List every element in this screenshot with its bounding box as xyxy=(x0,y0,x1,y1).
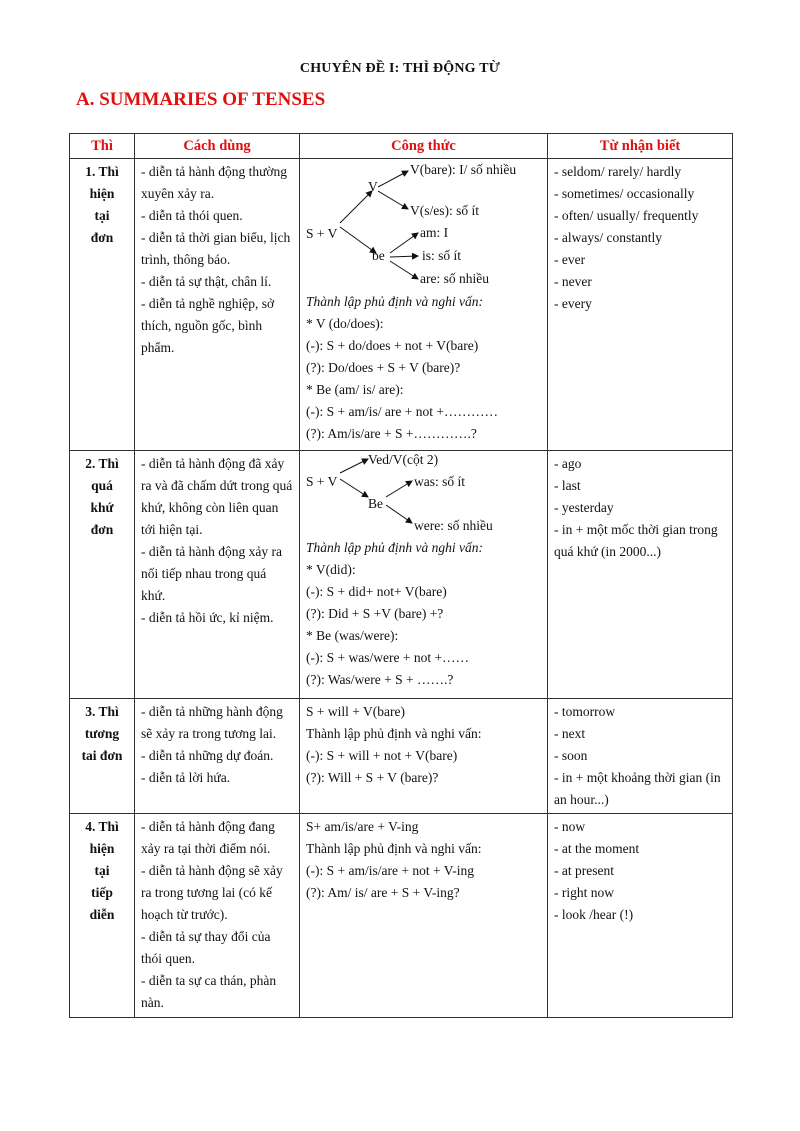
arrow-to-be xyxy=(340,227,376,253)
signal-item: - often/ usually/ frequently xyxy=(554,208,699,223)
formula-line: Thành lập phủ định và nghi vấn: xyxy=(306,294,483,309)
tense-name-cell xyxy=(70,814,135,1018)
arrow-to-are xyxy=(390,261,418,279)
tense-name-line: 1. Thì xyxy=(85,164,119,179)
tense-name-line: khứ xyxy=(90,500,114,515)
tense-name-cell xyxy=(70,159,135,451)
signal-item: - seldom/ rarely/ hardly xyxy=(554,164,682,179)
formula-cell xyxy=(300,159,548,451)
signal-item: - every xyxy=(554,296,592,311)
signal-item: - ever xyxy=(554,252,586,267)
tense-name-line: tai đơn xyxy=(81,748,123,763)
formula-line: (-): S + am/is/ are + not +………… xyxy=(306,404,498,419)
formula-line: * Be (was/were): xyxy=(306,628,399,643)
arrow-to-ved xyxy=(340,459,368,473)
arrow-to-v-ses xyxy=(378,191,408,209)
diagram-v-ses: V(s/es): số ít xyxy=(410,203,479,218)
formula-line: (-): S + will + not + V(bare) xyxy=(306,748,458,763)
signal-item: - always/ constantly xyxy=(554,230,662,245)
signal-item: - now xyxy=(554,819,586,834)
usage-item: - diễn tả hồi ức, kỉ niệm. xyxy=(141,610,274,625)
formula-line: Thành lập phủ định và nghi vấn: xyxy=(306,841,482,856)
usage-item: - diễn tả sự thật, chân lí. xyxy=(141,274,272,289)
diagram-be: Be xyxy=(368,496,383,511)
present-simple-diagram xyxy=(306,161,542,291)
arrow-to-be xyxy=(340,479,368,497)
diagram-root: S + V xyxy=(306,474,338,489)
diagram-were: were: số nhiều xyxy=(414,518,493,533)
arrow-to-v-bare xyxy=(378,171,408,187)
arrow-to-were xyxy=(386,505,412,523)
diagram-v-bare: V(bare): I/ số nhiều xyxy=(410,162,517,177)
formula-line: * V (do/does): xyxy=(306,316,384,331)
signal-item: - sometimes/ occasionally xyxy=(554,186,695,201)
header-usage: Cách dùng xyxy=(135,134,300,159)
usage-item: - diễn tả sự thay đổi của thói quen. xyxy=(141,929,271,966)
usage-item: - diễn tả thời gian biểu, lịch trình, thông báo. xyxy=(141,230,291,267)
table-row xyxy=(70,699,733,814)
header-tense: Thì xyxy=(70,134,135,159)
formula-line: S+ am/is/are + V-ing xyxy=(306,819,419,834)
diagram-be: be xyxy=(372,248,385,263)
tense-name-line: đơn xyxy=(90,230,114,245)
formula-line: (?): Was/were + S + …….? xyxy=(306,672,454,687)
signal-item: - next xyxy=(554,726,586,741)
signals-cell xyxy=(548,699,733,814)
formula-line: (?): Will + S + V (bare)? xyxy=(306,770,439,785)
formula-cell xyxy=(300,814,548,1018)
usage-item: - diễn tả lời hứa. xyxy=(141,770,231,785)
signal-item: - in + một mốc thời gian trong quá khứ (in 2000...) xyxy=(554,522,718,559)
tense-name-cell xyxy=(70,451,135,699)
header-signals: Từ nhận biết xyxy=(548,134,733,159)
usage-item: - diễn tả hành động đã xảy ra và đã chấm dứt trong quá khứ, không còn liên quan tới hiện tại. xyxy=(141,456,293,537)
table-row xyxy=(70,159,733,451)
tense-name-line: hiện xyxy=(89,186,115,201)
usage-item: - diễn tả những hành động sẽ xảy ra trong tương lai. xyxy=(141,704,283,741)
tense-name-line: quá xyxy=(91,478,113,493)
formula-line: (-): S + am/is/are + not + V-ing xyxy=(306,863,474,878)
tense-name-line: tiếp xyxy=(91,885,113,900)
usage-cell xyxy=(135,814,300,1018)
signals-cell xyxy=(548,159,733,451)
header-formula: Công thức xyxy=(300,134,548,159)
signal-item: - yesterday xyxy=(554,500,614,515)
formula-line: S + will + V(bare) xyxy=(306,704,405,719)
signal-item: - last xyxy=(554,478,581,493)
formula-line: (-): S + did+ not+ V(bare) xyxy=(306,584,447,599)
arrow-to-is xyxy=(390,256,418,257)
table-header-row xyxy=(70,134,733,159)
usage-item: - diễn tả thói quen. xyxy=(141,208,243,223)
tenses-table xyxy=(69,133,733,1018)
formula-line: * Be (am/ is/ are): xyxy=(306,382,404,397)
signal-item: - look /hear (!) xyxy=(554,907,634,922)
signal-item: - in + một khoảng thời gian (in an hour...) xyxy=(554,770,721,807)
tense-name-line: tại xyxy=(94,863,110,878)
formula-line: Thành lập phủ định và nghi vấn: xyxy=(306,540,483,555)
signal-item: - soon xyxy=(554,748,588,763)
section-title: A. SUMMARIES OF TENSES xyxy=(76,89,326,110)
diagram-is: is: số ít xyxy=(422,248,462,263)
usage-item: - diễn tả hành động thường xuyên xảy ra. xyxy=(141,164,288,201)
tense-name-line: tương xyxy=(84,726,120,741)
formula-line: Thành lập phủ định và nghi vấn: xyxy=(306,726,482,741)
usage-cell xyxy=(135,699,300,814)
diagram-was: was: số ít xyxy=(414,474,466,489)
arrow-to-was xyxy=(386,481,412,497)
tense-name-line: 3. Thì xyxy=(85,704,119,719)
tense-name-line: 4. Thì xyxy=(85,819,119,834)
signal-item: - at the moment xyxy=(554,841,640,856)
signal-item: - right now xyxy=(554,885,614,900)
usage-item: - diễn tả hành động sẽ xảy ra trong tương lai (có kế hoạch từ trước). xyxy=(141,863,283,922)
usage-item: - diễn tả hành động xảy ra nối tiếp nhau trong quá khứ. xyxy=(141,544,282,603)
signal-item: - at present xyxy=(554,863,614,878)
past-simple-diagram xyxy=(306,453,542,537)
formula-line: (?): Am/ is/ are + S + V-ing? xyxy=(306,885,460,900)
formula-line: (?): Do/does + S + V (bare)? xyxy=(306,360,461,375)
table-row xyxy=(70,814,733,1018)
tense-name-line: đơn xyxy=(90,522,114,537)
usage-item: - diễn tả nghề nghiệp, sở thích, nguồn gốc, bình phẩm. xyxy=(141,296,275,355)
tense-name-line: 2. Thì xyxy=(85,456,119,471)
signals-cell xyxy=(548,451,733,699)
diagram-v: V xyxy=(368,179,378,194)
signals-cell xyxy=(548,814,733,1018)
signal-item: - never xyxy=(554,274,592,289)
usage-item: - diễn tả những dự đoán. xyxy=(141,748,274,763)
arrow-to-am xyxy=(390,233,418,253)
formula-line: (?): Am/is/are + S +………….? xyxy=(306,426,477,441)
document-title: CHUYÊN ĐỀ I: THÌ ĐỘNG TỪ xyxy=(299,61,501,76)
usage-cell xyxy=(135,159,300,451)
formula-cell xyxy=(300,451,548,699)
formula-line: (-): S + do/does + not + V(bare) xyxy=(306,338,479,353)
formula-line: * V(did): xyxy=(306,562,356,577)
tense-name-line: diễn xyxy=(89,907,115,922)
table-row xyxy=(70,451,733,699)
usage-item: - diễn tả hành động đang xảy ra tại thời điểm nói. xyxy=(141,819,275,856)
diagram-are: are: số nhiều xyxy=(420,271,489,286)
signal-item: - ago xyxy=(554,456,582,471)
formula-cell xyxy=(300,699,548,814)
diagram-root: S + V xyxy=(306,226,338,241)
diagram-am: am: I xyxy=(420,225,449,240)
formula-line: (?): Did + S +V (bare) +? xyxy=(306,606,444,621)
tense-name-cell xyxy=(70,699,135,814)
usage-item: - diễn ta sự ca thán, phàn nàn. xyxy=(141,973,277,1010)
diagram-ved: Ved/V(cột 2) xyxy=(368,452,439,467)
tense-name-line: hiện xyxy=(89,841,115,856)
signal-item: - tomorrow xyxy=(554,704,616,719)
usage-cell xyxy=(135,451,300,699)
tense-name-line: tại xyxy=(94,208,110,223)
formula-line: (-): S + was/were + not +…… xyxy=(306,650,470,665)
